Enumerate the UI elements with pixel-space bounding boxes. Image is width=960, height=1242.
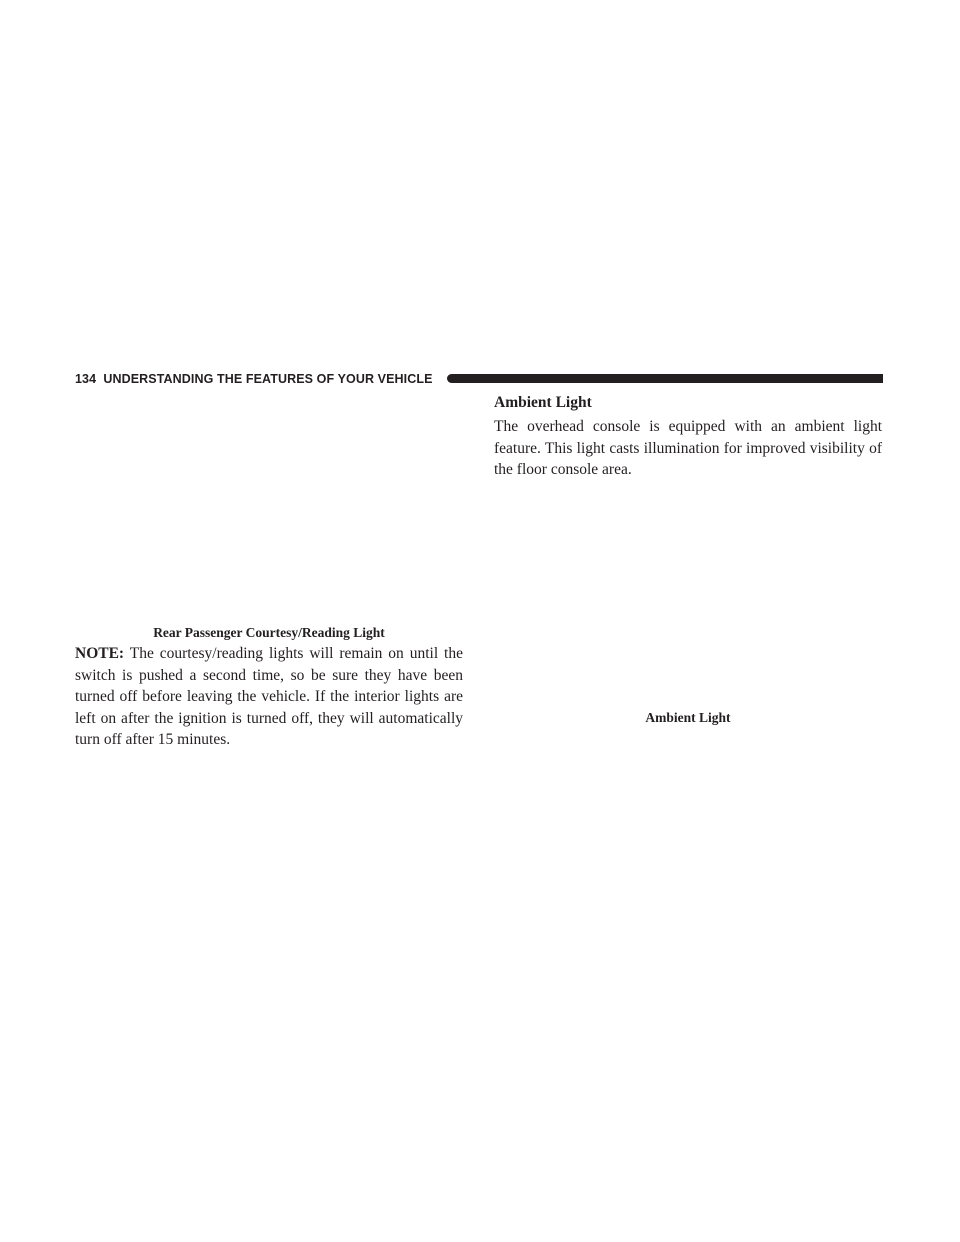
running-header <box>75 371 433 387</box>
figure-caption-rear-light: Rear Passenger Courtesy/Reading Light <box>153 625 385 640</box>
header-rule <box>447 374 883 383</box>
note-paragraph <box>75 643 463 751</box>
section-title: UNDERSTANDING THE FEATURES OF YOUR VEHICLE <box>103 372 433 386</box>
ambient-light-figure <box>494 490 882 705</box>
page-number: 134 <box>75 372 97 386</box>
page-header <box>75 371 883 387</box>
ambient-light-paragraph: The overhead console is equipped with an ambient light feature. This light casts illumination for improved visibility of the floor console area. <box>494 418 882 478</box>
note-label: NOTE: <box>75 645 125 662</box>
rear-courtesy-light-figure <box>75 395 463 620</box>
note-text: The courtesy/reading lights will remain on until the switch is pushed a second time, so be sure they have been turned off before leaving the vehicle. If the interior lights are left on after the ignition is turned off, they will automatically turn off after 15 minutes. <box>75 645 463 748</box>
ambient-light-heading: Ambient Light <box>494 394 592 411</box>
figure-caption-ambient-light: Ambient Light <box>645 710 731 725</box>
